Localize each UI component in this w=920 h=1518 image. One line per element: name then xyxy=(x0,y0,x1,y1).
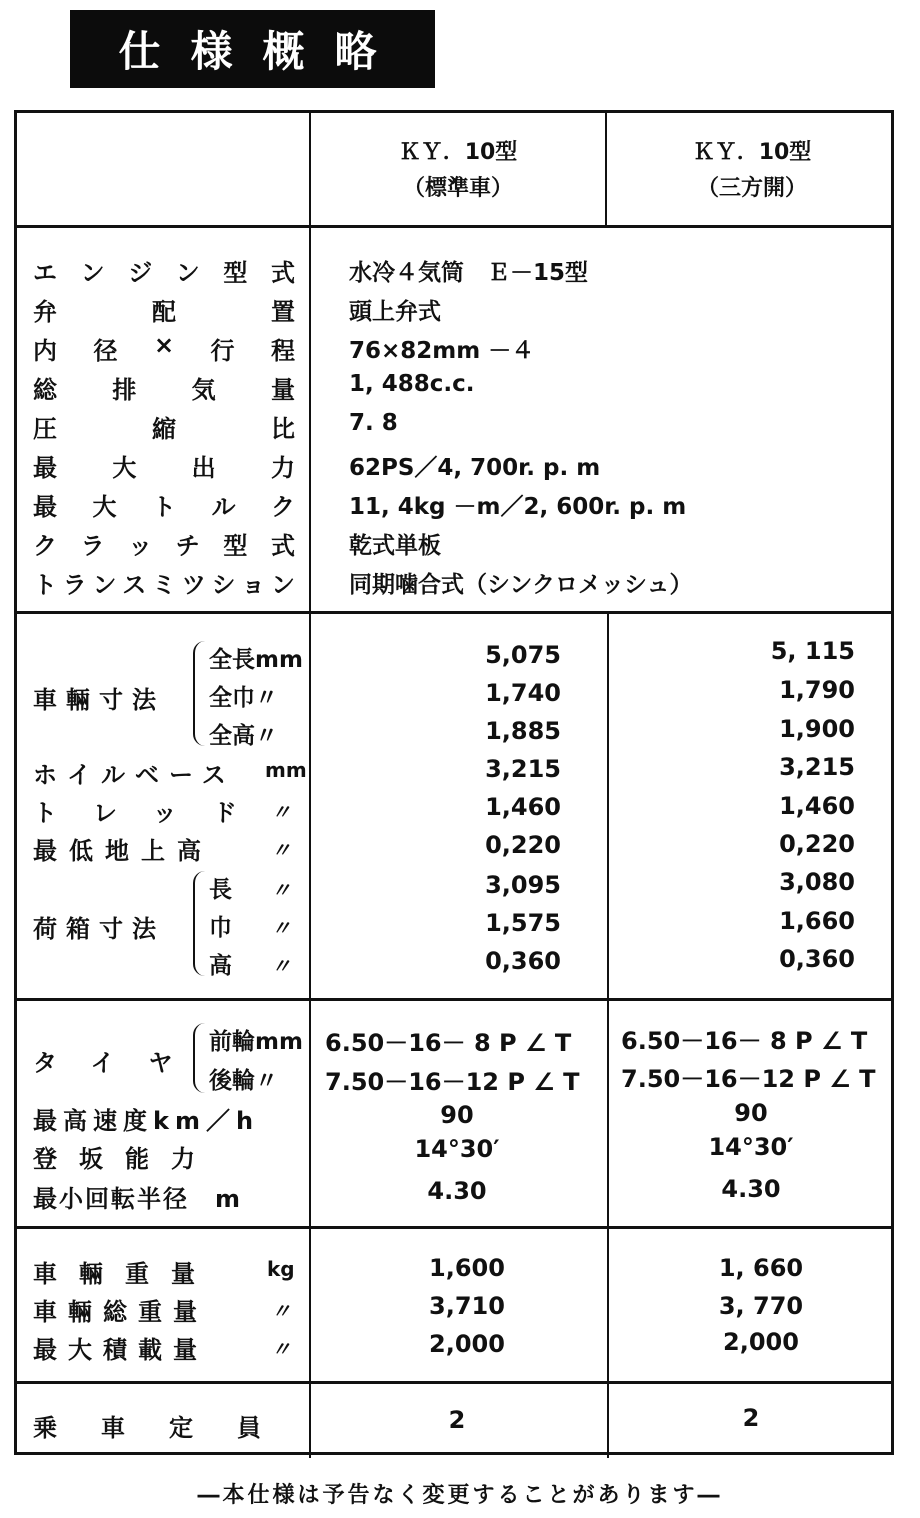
value-engine-type: 水冷４気筒 Ｅ－15型 xyxy=(349,260,589,286)
label-valve-layout: 弁 配 置 xyxy=(33,298,295,326)
tire-rear-standard: 7.50－16－12 P ∠ T xyxy=(325,1068,580,1096)
brace xyxy=(193,641,205,746)
value-compression: 7. 8 xyxy=(349,410,398,436)
label-vehicle-dimensions: 車輛寸法 xyxy=(33,686,165,714)
dim-value-three-way: 0,220 xyxy=(779,830,855,858)
label-clutch: ク ラ ッ チ 型 式 xyxy=(33,532,295,560)
header-three-way-model: ＫＹ．10型 xyxy=(692,140,812,165)
unit-weight: 〃 xyxy=(271,1299,291,1323)
value-valve-layout: 頭上弁式 xyxy=(349,299,441,325)
dim-value-three-way: 3,080 xyxy=(779,868,855,896)
dim-value-standard: 1,740 xyxy=(485,679,561,707)
label-transmission: ト ラ ン ス ミ ツ シ ョ ン xyxy=(33,571,295,599)
unit-weight: kg xyxy=(267,1257,295,1281)
footer-note: ―本仕様は予告なく変更することがあります― xyxy=(197,1483,723,1508)
label-max-speed: 最高速度km／h xyxy=(33,1107,260,1135)
weight-value-three-way: 2,000 xyxy=(723,1328,799,1356)
label-max-output: 最 大 出 力 xyxy=(33,454,295,482)
divider xyxy=(17,225,891,228)
value-transmission: 同期噛合式（シンクロメッシュ） xyxy=(349,572,693,598)
label-overall-height: 全高〃 xyxy=(209,723,278,749)
tire-front-standard: 6.50－16－ 8 P ∠ T xyxy=(325,1029,572,1057)
label-max-payload: 最大積載量 xyxy=(33,1336,208,1364)
dim-value-standard: 3,215 xyxy=(485,755,561,783)
dim-value-three-way: 0,360 xyxy=(779,945,855,973)
perf-value-standard: 90 xyxy=(440,1101,474,1129)
column-divider xyxy=(607,611,609,1458)
weight-value-standard: 2,000 xyxy=(429,1330,505,1358)
perf-value-standard: 4.30 xyxy=(427,1177,487,1205)
value-max-torque: 11, 4kg －m／2, 600r. p. m xyxy=(349,494,687,520)
label-overall-length: 全長mm xyxy=(209,647,303,673)
dim-value-three-way: 1,790 xyxy=(779,676,855,704)
dim-value-standard: 3,095 xyxy=(485,871,561,899)
perf-value-three-way: 90 xyxy=(734,1099,768,1127)
dim-value-three-way: 1,460 xyxy=(779,792,855,820)
label-gross-vehicle-weight: 車輛総重量 xyxy=(33,1298,208,1326)
label-vehicle-weight: 車輛重量 xyxy=(33,1260,217,1288)
dim-value-three-way: 1,660 xyxy=(779,907,855,935)
spec-table xyxy=(14,110,894,1455)
dim-value-standard: 1,575 xyxy=(485,909,561,937)
label-max-torque: 最 大 ト ル ク xyxy=(33,493,295,521)
dim-value-three-way: 3,215 xyxy=(779,753,855,781)
label-engine-type: エ ン ジ ン 型 式 xyxy=(33,259,295,287)
unit-cargo: 〃 xyxy=(271,916,291,940)
unit-weight: 〃 xyxy=(271,1337,291,1361)
label-ground-clearance: 最低地上高 xyxy=(33,837,213,865)
label-rear-tire: 後輪〃 xyxy=(209,1068,278,1094)
header-standard xyxy=(311,135,605,207)
tire-rear-three-way: 7.50－16－12 P ∠ T xyxy=(621,1065,876,1093)
perf-value-standard: 14°30′ xyxy=(414,1135,500,1163)
header-three-way xyxy=(607,135,897,207)
label-tire: タイヤ xyxy=(33,1049,207,1077)
unit-cargo: 〃 xyxy=(271,878,291,902)
label-cargo-box-dimensions: 荷箱寸法 xyxy=(33,915,165,943)
label-tread: トレッド xyxy=(33,799,273,827)
weight-value-three-way: 3, 770 xyxy=(718,1292,804,1320)
label-bore-stroke: 内 径 × 行 程 xyxy=(33,331,295,365)
label-displacement: 総 排 気 量 xyxy=(33,376,295,404)
perf-value-three-way: 14°30′ xyxy=(708,1133,794,1161)
dim-value-three-way: 1,900 xyxy=(779,715,855,743)
dim-value-three-way: 5, 115 xyxy=(770,637,855,665)
unit-cargo: 〃 xyxy=(271,954,291,978)
capacity-three-way: 2 xyxy=(742,1404,760,1432)
label-front-tire: 前輪mm xyxy=(209,1029,303,1055)
perf-value-three-way: 4.30 xyxy=(721,1175,781,1203)
divider xyxy=(17,611,891,614)
divider xyxy=(17,1226,891,1229)
header-standard-model: ＫＹ．10型 xyxy=(398,140,518,165)
header-standard-type: （標準車） xyxy=(402,176,513,201)
dim-value-standard: 0,360 xyxy=(485,947,561,975)
header-three-way-type: （三方開） xyxy=(696,176,807,201)
capacity-standard: 2 xyxy=(448,1406,466,1434)
label-cargo-width: 巾 xyxy=(209,915,232,941)
dim-value-standard: 1,460 xyxy=(485,793,561,821)
dim-value-standard: 5,075 xyxy=(485,641,561,669)
tire-front-three-way: 6.50－16－ 8 P ∠ T xyxy=(621,1027,868,1055)
value-displacement: 1, 488c.c. xyxy=(349,371,475,397)
unit-wheelbase: mm xyxy=(265,758,307,782)
value-clutch: 乾式単板 xyxy=(349,533,441,559)
label-climbing-ability: 登坂能力 xyxy=(33,1145,217,1173)
brace xyxy=(193,871,205,976)
weight-value-standard: 1,600 xyxy=(429,1254,505,1282)
value-max-output: 62PS／4, 700r. p. m xyxy=(349,455,601,481)
weight-value-standard: 3,710 xyxy=(429,1292,505,1320)
unit-tread: 〃 xyxy=(271,800,291,824)
divider xyxy=(17,998,891,1001)
page-title: 仕様概略 xyxy=(70,10,435,88)
column-divider xyxy=(309,113,311,1458)
divider xyxy=(17,1381,891,1384)
label-min-turning-radius: 最小回転半径 m xyxy=(33,1185,243,1213)
dim-value-standard: 0,220 xyxy=(485,831,561,859)
dim-value-standard: 1,885 xyxy=(485,717,561,745)
label-seating-capacity: 乗車定員 xyxy=(33,1414,305,1442)
brace xyxy=(193,1023,205,1093)
label-wheelbase: ホイルベース xyxy=(33,761,236,789)
label-cargo-height: 高 xyxy=(209,953,232,979)
weight-value-three-way: 1, 660 xyxy=(718,1254,804,1282)
label-cargo-length: 長 xyxy=(209,877,232,903)
value-bore-stroke: 76×82mm －４ xyxy=(349,338,535,364)
label-overall-width: 全巾〃 xyxy=(209,685,278,711)
label-compression: 圧 縮 比 xyxy=(33,415,295,443)
unit-ground-clearance: 〃 xyxy=(271,838,291,862)
